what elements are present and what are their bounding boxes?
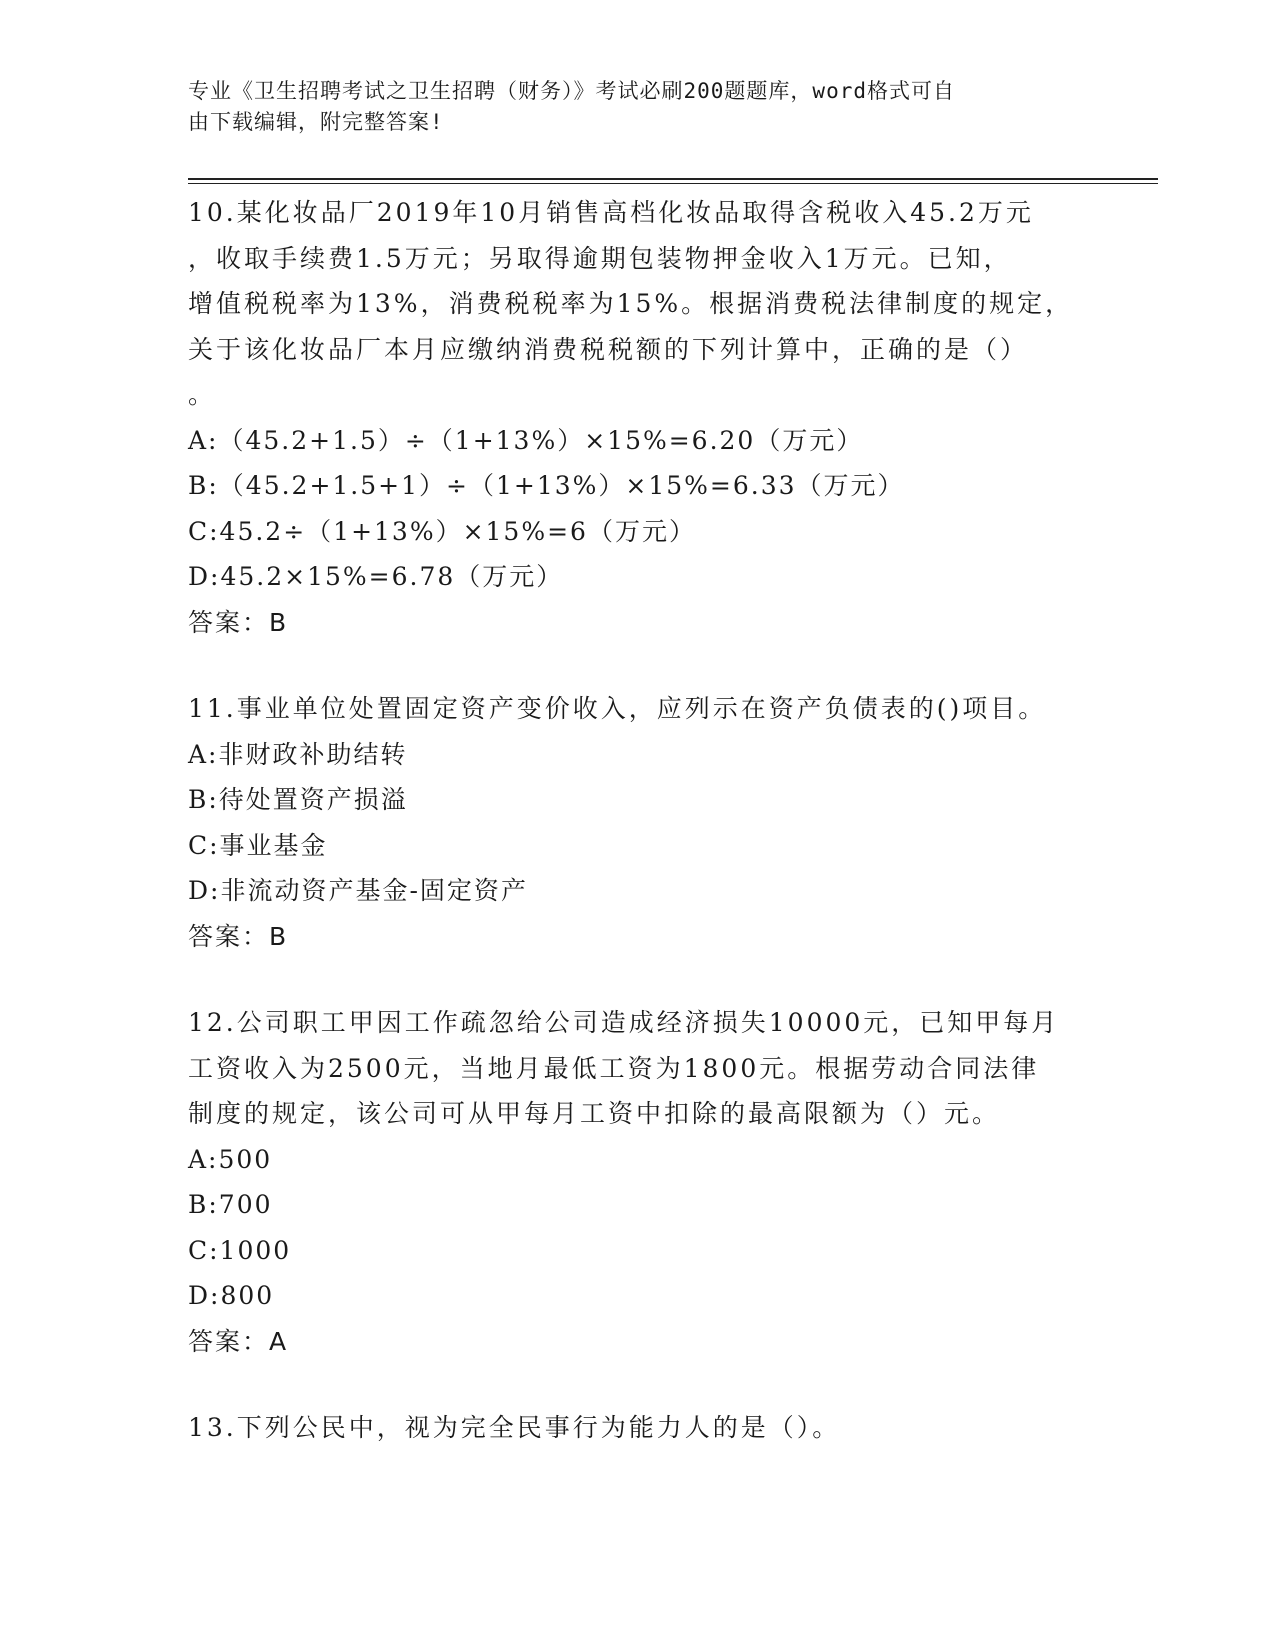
option-d: D:45.2×15%=6.78（万元） <box>188 562 564 591</box>
option-b: B:700 <box>188 1190 273 1219</box>
header-divider <box>188 178 1158 184</box>
header-line-2: 由下载编辑，附完整答案! <box>188 110 444 134</box>
question-list <box>188 190 1088 1492</box>
question-stem-line: 13.下列公民中，视为完全民事行为能力人的是（）。 <box>188 1413 841 1442</box>
question-stem-line: ，收取手续费1.5万元；另取得逾期包装物押金收入1万元。已知， <box>188 243 1012 273</box>
option-c: C:45.2÷（1+13%）×15%=6（万元） <box>188 516 696 546</box>
option-b: B:待处置资产损溢 <box>188 785 408 814</box>
question-stem-line: 11.事业单位处置固定资产变价收入，应列示在资产负债表的()项目。 <box>188 694 1047 723</box>
option-a: A:（45.2+1.5）÷（1+13%）×15%=6.20（万元） <box>188 425 864 455</box>
question-stem-line: 12.公司职工甲因工作疏忽给公司造成经济损失10000元，已知甲每月 <box>188 1008 1060 1037</box>
header-line-1: 专业《卫生招聘考试之卫生招聘（财务）》考试必刷200题题库，word格式可自 <box>188 79 955 103</box>
option-d: D:非流动资产基金-固定资产 <box>188 876 528 905</box>
answer: 答案：B <box>188 921 289 951</box>
option-d: D:800 <box>188 1281 275 1310</box>
answer: 答案：A <box>188 1326 289 1356</box>
question-stem-line: 制度的规定，该公司可从甲每月工资中扣除的最高限额为（）元。 <box>188 1099 1001 1128</box>
question-stem-line: 。 <box>188 380 217 409</box>
option-b: B:（45.2+1.5+1）÷（1+13%）×15%=6.33（万元） <box>188 471 905 500</box>
question-11 <box>188 686 1088 959</box>
document-header <box>188 76 1068 138</box>
question-stem-line: 增值税税率为13%，消费税税率为15%。根据消费税法律制度的规定， <box>188 289 1074 318</box>
option-c: C:1000 <box>188 1235 292 1265</box>
question-stem-line: 工资收入为2500元，当地月最低工资为1800元。根据劳动合同法律 <box>188 1053 1040 1083</box>
question-stem-line: 关于该化妆品厂本月应缴纳消费税税额的下列计算中，正确的是（） <box>188 334 1029 364</box>
option-a: A:非财政补助结转 <box>188 739 408 769</box>
option-c: C:事业基金 <box>188 830 328 860</box>
question-10 <box>188 190 1088 645</box>
option-a: A:500 <box>188 1144 273 1174</box>
question-12 <box>188 1000 1088 1364</box>
answer: 答案：B <box>188 607 289 637</box>
question-stem-line: 10.某化妆品厂2019年10月销售高档化妆品取得含税收入45.2万元 <box>188 198 1034 227</box>
question-13 <box>188 1405 1088 1451</box>
